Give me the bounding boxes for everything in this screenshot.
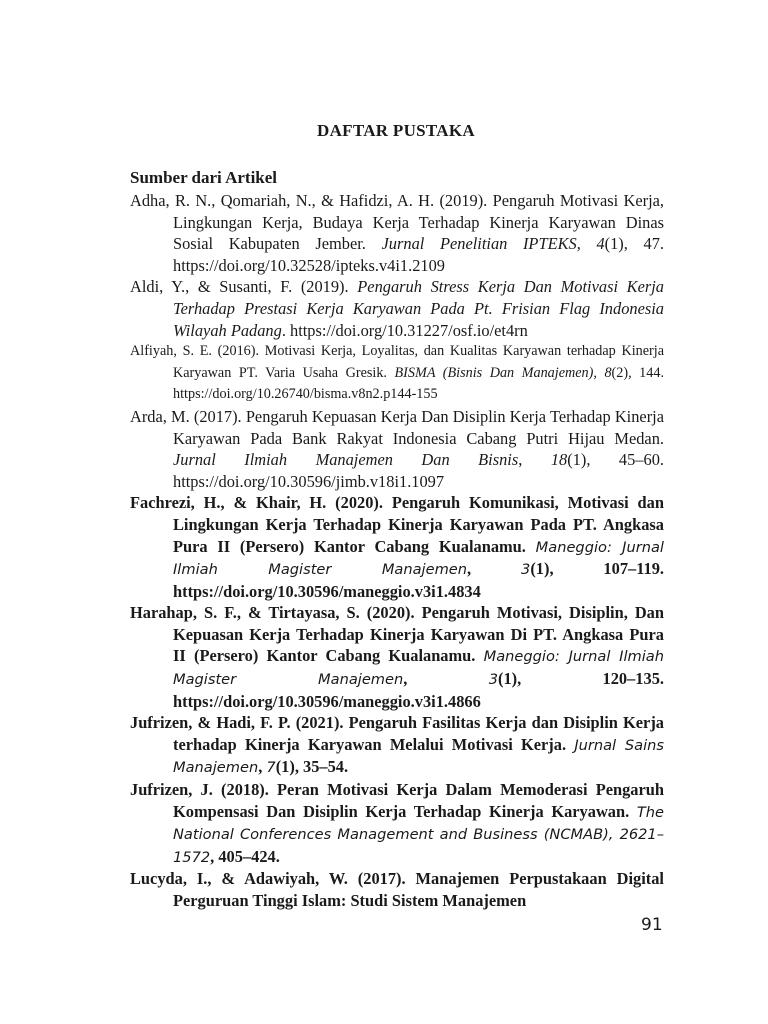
reference-journal: Maneggio: Jurnal Ilmiah Magister Manajemen	[173, 538, 664, 579]
reference-text: Arda, M. (2017). Pengaruh Kepuasan Kerja Dan Disiplin Kerja Terhadap Kinerja Karyawan Pada Bank Rakyat Indonesia Cabang Putri Hijau Medan.	[130, 406, 664, 448]
reference-details: , 405–424.	[210, 846, 280, 866]
reference-entry: Fachrezi, H., & Khair, H. (2020). Pengaruh Komunikasi, Motivasi dan Lingkungan Kerja Terhadap Kinerja Karyawan Pada PT. Angkasa Pura II (Persero) Kantor Cabang Kualanamu. Maneggio: Jurnal Ilmiah Magister Manajemen, 3(1), 107–119. https://doi.org/10.30596/maneggio.v3i1.4834	[130, 493, 664, 601]
reference-entry: Arda, M. (2017). Pengaruh Kepuasan Kerja Dan Disiplin Kerja Terhadap Kinerja Karyawan Pada Bank Rakyat Indonesia Cabang Putri Hijau Medan. Jurnal Ilmiah Manajemen Dan Bisnis, 18(1), 45–60. https://doi.org/10.30596/jimb.v18i1.1097	[130, 406, 664, 491]
reference-details: (1), 35–54.	[275, 757, 349, 777]
reference-entry	[130, 276, 664, 341]
reference-volume: 3	[521, 561, 531, 579]
reference-volume: 7	[266, 759, 276, 777]
reference-details: (1), 107–119. https://doi.org/10.30596/maneggio.v3i1.4834	[173, 559, 664, 601]
reference-text: Aldi, Y., & Susanti, F. (2019).	[130, 277, 358, 297]
reference-entry: Jufrizen, J. (2018). Peran Motivasi Kerja Dalam Memoderasi Pengaruh Kompensasi Dan Disiplin Kerja Terhadap Kinerja Karyawan. The National Conferences Management and Business (NCMAB), 2621–1572, 405–424.	[130, 780, 664, 866]
reference-volume: 8	[604, 364, 612, 381]
reference-volume: 3	[488, 671, 498, 689]
reference-journal: Jurnal Penelitian IPTEKS	[381, 234, 577, 254]
reference-list	[130, 190, 664, 912]
reference-details: (1), 47. https://doi.org/10.32528/ipteks.v4i1.2109	[173, 234, 664, 275]
reference-text: Alfiyah, S. E. (2016). Motivasi Kerja, Loyalitas, dan Kualitas Karyawan terhadap Kinerja Karyawan PT. Varia Usaha Gresik.	[130, 343, 664, 381]
reference-details: . https://doi.org/10.31227/osf.io/et4rn	[281, 320, 528, 340]
section-heading: Sumber dari Artikel	[130, 168, 278, 187]
reference-text: Jufrizen, J. (2018). Peran Motivasi Kerja Dalam Memoderasi Pengaruh Kompensasi Dan Disiplin Kerja Terhadap Kinerja Karyawan.	[130, 780, 664, 821]
reference-text: Jufrizen, & Hadi, F. P. (2021). Pengaruh Fasilitas Kerja dan Disiplin Kerja terhadap Kinerja Karyawan Melalui Motivasi Kerja.	[130, 713, 664, 754]
reference-volume: 2621–1572	[173, 826, 664, 866]
reference-journal: Maneggio: Jurnal Ilmiah Magister Manajemen	[173, 648, 665, 689]
reference-journal: Jurnal Ilmiah Manajemen Dan Bisnis	[173, 450, 519, 470]
reference-text: Harahap, S. F., & Tirtayasa, S. (2020). Pengaruh Motivasi, Disiplin, Dan Kepuasan Kerja Terhadap Kinerja Karyawan Di PT. Angkasa Pura II (Persero) Kantor Cabang Kualanamu.	[130, 603, 664, 666]
reference-entry	[130, 868, 664, 911]
reference-details: (2), 144. https://doi.org/10.26740/bisma.v8n2.p144-155	[173, 364, 664, 403]
reference-entry: Jufrizen, & Hadi, F. P. (2021). Pengaruh Fasilitas Kerja dan Disiplin Kerja terhadap Kinerja Karyawan Melalui Motivasi Kerja. Jurnal Sains Manajemen, 7(1), 35–54.	[130, 713, 665, 777]
reference-volume: 18	[550, 450, 568, 470]
reference-title: Pengaruh Stress Kerja Dan Motivasi Kerja Terhadap Prestasi Kerja Karyawan Pada Pt. Frisian Flag Indonesia Wilayah Padang	[173, 277, 664, 340]
reference-text: Fachrezi, H., & Khair, H. (2020). Pengaruh Komunikasi, Motivasi dan Lingkungan Kerja Terhadap Kinerja Karyawan Pada PT. Angkasa Pura II (Persero) Kantor Cabang Kualanamu.	[130, 493, 664, 556]
reference-entry: Harahap, S. F., & Tirtayasa, S. (2020). Pengaruh Motivasi, Disiplin, Dan Kepuasan Kerja Terhadap Kinerja Karyawan Di PT. Angkasa Pura II (Persero) Kantor Cabang Kualanamu. Maneggio: Jurnal Ilmiah Magister Manajemen, 3(1), 120–135. https://doi.org/10.30596/maneggio.v3i1.4866	[130, 603, 665, 711]
page-title: DAFTAR PUSTAKA	[317, 121, 475, 140]
reference-volume: 4	[596, 234, 605, 254]
reference-details: (1), 45–60. https://doi.org/10.30596/jimb.v18i1.1097	[173, 450, 664, 491]
reference-entry: Adha, R. N., Qomariah, N., & Hafidzi, A. H. (2019). Pengaruh Motivasi Kerja, Lingkungan Kerja, Budaya Kerja Terhadap Kinerja Karyawan Dinas Sosial Kabupaten Jember. Jurnal Penelitian IPTEKS, 4(1), 47. https://doi.org/10.32528/ipteks.v4i1.2109	[130, 191, 664, 275]
reference-journal: BISMA (Bisnis Dan Manajemen)	[394, 364, 594, 381]
reference-details: (1), 120–135. https://doi.org/10.30596/maneggio.v3i1.4866	[173, 669, 664, 711]
reference-journal: The National Conferences Management and Business (NCMAB)	[173, 803, 664, 844]
reference-text: Adha, R. N., Qomariah, N., & Hafidzi, A. H. (2019). Pengaruh Motivasi Kerja, Lingkungan Kerja, Budaya Kerja Terhadap Kinerja Karyawan Dinas Sosial Kabupaten Jember.	[130, 191, 664, 254]
reference-entry: Alfiyah, S. E. (2016). Motivasi Kerja, Loyalitas, dan Kualitas Karyawan terhadap Kinerja Karyawan PT. Varia Usaha Gresik. BISMA (Bisnis Dan Manajemen), 8(2), 144. https://doi.org/10.26740/bisma.v8n2.p144-155	[130, 343, 664, 403]
reference-journal: Jurnal Sains Manajemen	[173, 736, 665, 777]
reference-text: Lucyda, I., & Adawiyah, W. (2017). Manajemen Perpustakaan Digital Perguruan Tinggi Islam: Studi Sistem Manajemen	[130, 869, 664, 910]
page-number: 91	[641, 915, 663, 935]
